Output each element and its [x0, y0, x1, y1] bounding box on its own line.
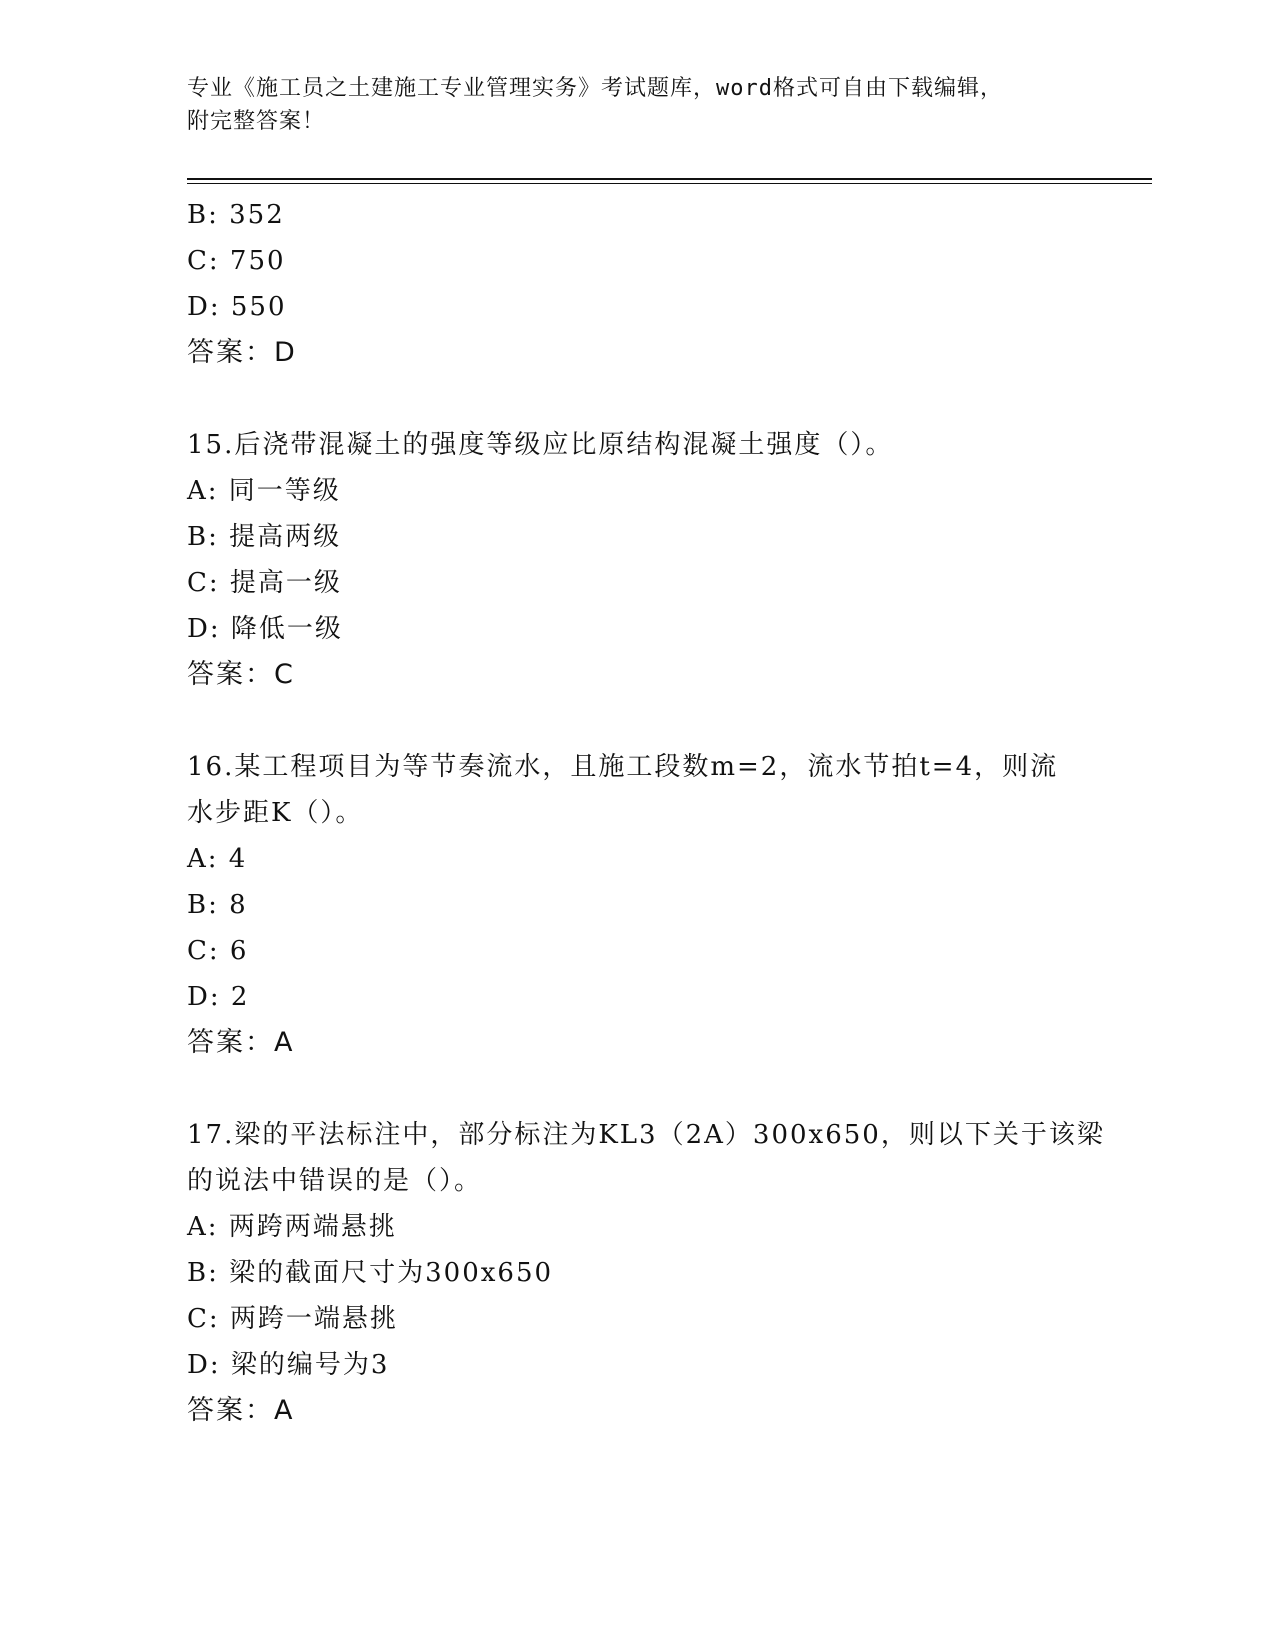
option-d: D: 梁的编号为3	[187, 1350, 390, 1380]
question-15	[187, 422, 1087, 698]
question-stem-continued: 的说法中错误的是（）。	[187, 1166, 483, 1196]
header-divider-thin	[187, 183, 1152, 184]
option-c: C: 两跨一端悬挑	[187, 1304, 398, 1334]
question-17	[187, 1112, 1105, 1434]
answer: 答案：A	[187, 1027, 295, 1058]
option-b: B: 梁的截面尺寸为300x650	[187, 1258, 554, 1288]
option-c: C: 提高一级	[187, 568, 342, 598]
answer: 答案：D	[187, 337, 297, 368]
option-c: C: 6	[187, 936, 249, 966]
option-d: D: 降低一级	[187, 614, 343, 644]
header-line-1: 专业《施工员之土建施工专业管理实务》考试题库，word格式可自由下载编辑，	[187, 76, 1003, 101]
question-stem: 16.某工程项目为等节奏流水，且施工段数m=2，流水节拍t=4，则流	[187, 752, 1059, 782]
question-stem: 17.梁的平法标注中，部分标注为KL3（2A）300x650，则以下关于该梁	[187, 1120, 1105, 1150]
header-line-2: 附完整答案！	[187, 109, 326, 134]
question-stem-continued: 水步距K（）。	[187, 798, 364, 828]
option-b: B: 352	[187, 200, 285, 230]
header-divider	[187, 178, 1152, 180]
question-body	[187, 192, 1105, 1434]
option-c: C: 750	[187, 246, 286, 276]
option-b: B: 8	[187, 890, 248, 920]
answer: 答案：A	[187, 1395, 295, 1426]
answer: 答案：C	[187, 659, 295, 690]
question-16	[187, 744, 1087, 1066]
option-b: B: 提高两级	[187, 522, 342, 552]
option-d: D: 550	[187, 292, 287, 322]
option-a: A: 同一等级	[187, 476, 341, 506]
question-14-continued	[187, 192, 1087, 376]
option-d: D: 2	[187, 982, 250, 1012]
option-a: A: 4	[187, 844, 248, 874]
option-a: A: 两跨两端悬挑	[187, 1212, 397, 1242]
page-header	[187, 72, 1067, 138]
question-stem: 15.后浇带混凝土的强度等级应比原结构混凝土强度（）。	[187, 430, 894, 460]
